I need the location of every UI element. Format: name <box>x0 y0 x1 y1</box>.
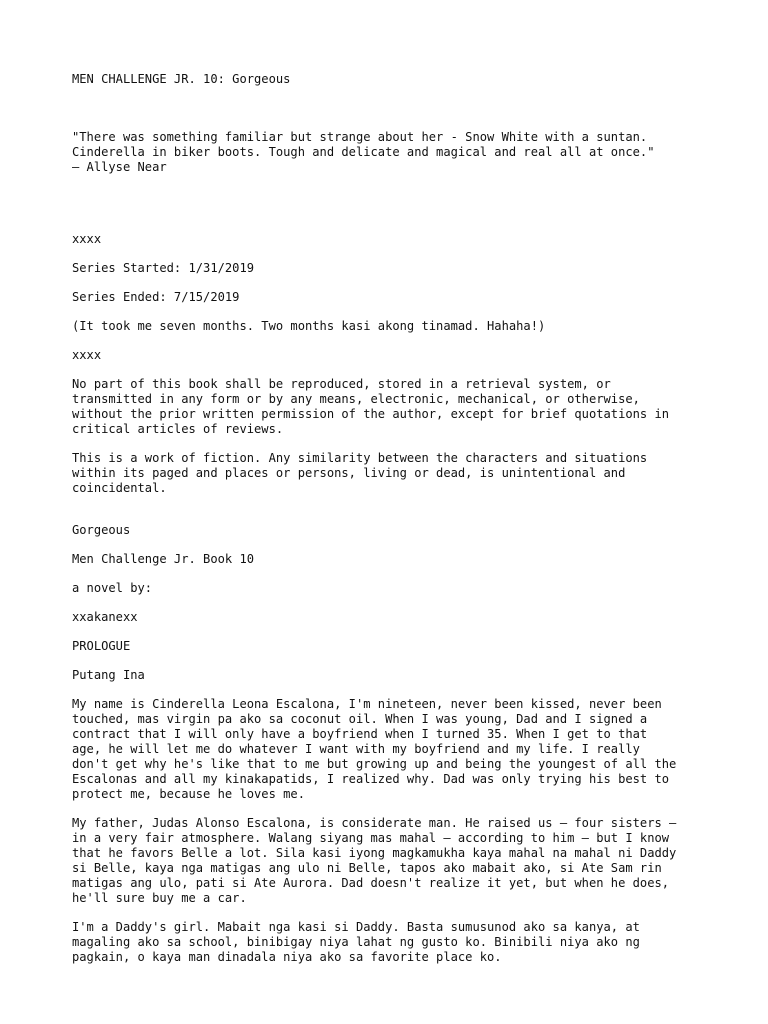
author-note: (It took me seven months. Two months kasi akong tinamad. Hahaha!) <box>72 319 546 333</box>
copyright-notice: No part of this book shall be reproduced, stored in a retrieval system, or transmitted in any form or by any means, electronic, mechanical, or otherwise, without the prior written permission of the author, except for brief quotations in critical articles of reviews. <box>72 377 670 436</box>
divider-top: xxxx <box>72 232 102 246</box>
body-paragraph-2: My father, Judas Alonso Escalona, is considerate man. He raised us – four sisters – in a very fair atmosphere. Walang siyang mas mahal – according to him – but I know that he favors Belle a lot. Sila kasi iyong magkamukha kaya mahal na mahal ni Daddy si Belle, kaya nga matigas ang ulo ni Belle, tapos ako mabait ako, si Ate Sam rin matigas ang ulo, pati si Ate Aurora. Dad doesn't realize it yet, but when he does, he'll sure buy me a car. <box>72 816 677 905</box>
author-name: xxakanexx <box>72 610 138 624</box>
series-book-label: Men Challenge Jr. Book 10 <box>72 552 255 566</box>
series-started: Series Started: 1/31/2019 <box>72 261 255 275</box>
epigraph-author: ― Allyse Near <box>72 160 167 174</box>
epigraph-quote: "There was something familiar but strange about her - Snow White with a suntan. Cinderella in biker boots. Tough and delicate and magical and real all at once." <box>72 130 655 159</box>
document-title: MEN CHALLENGE JR. 10: Gorgeous <box>72 72 291 86</box>
byline: a novel by: <box>72 581 153 595</box>
prologue-heading: PROLOGUE <box>72 639 131 653</box>
book-title: Gorgeous <box>72 523 131 537</box>
chapter-title: Putang Ina <box>72 668 145 682</box>
document-page <box>72 72 712 965</box>
divider-bottom: xxxx <box>72 348 102 362</box>
fiction-disclaimer: This is a work of fiction. Any similarity between the characters and situations within its paged and places or persons, living or dead, is unintentional and coincidental. <box>72 451 648 495</box>
body-paragraph-3: I'm a Daddy's girl. Mabait nga kasi si Daddy. Basta sumusunod ako sa kanya, at magaling ako sa school, binibigay niya lahat ng gusto ko. Binibili niya ako ng pagkain, o kaya man dinadala niya ako sa favorite place ko. <box>72 920 640 964</box>
body-paragraph-1: My name is Cinderella Leona Escalona, I'm nineteen, never been kissed, never been touched, mas virgin pa ako sa coconut oil. When I was young, Dad and I signed a contract that I will only have a boyfriend when I turned 35. When I get to that age, he will let me do whatever I want with my boyfriend and my life. I really don't get why he's like that to me but growing up and being the youngest of all the Escalonas and all my kinakapatids, I realized why. Dad was only trying his best to protect me, because he loves me. <box>72 697 677 801</box>
series-ended: Series Ended: 7/15/2019 <box>72 290 240 304</box>
